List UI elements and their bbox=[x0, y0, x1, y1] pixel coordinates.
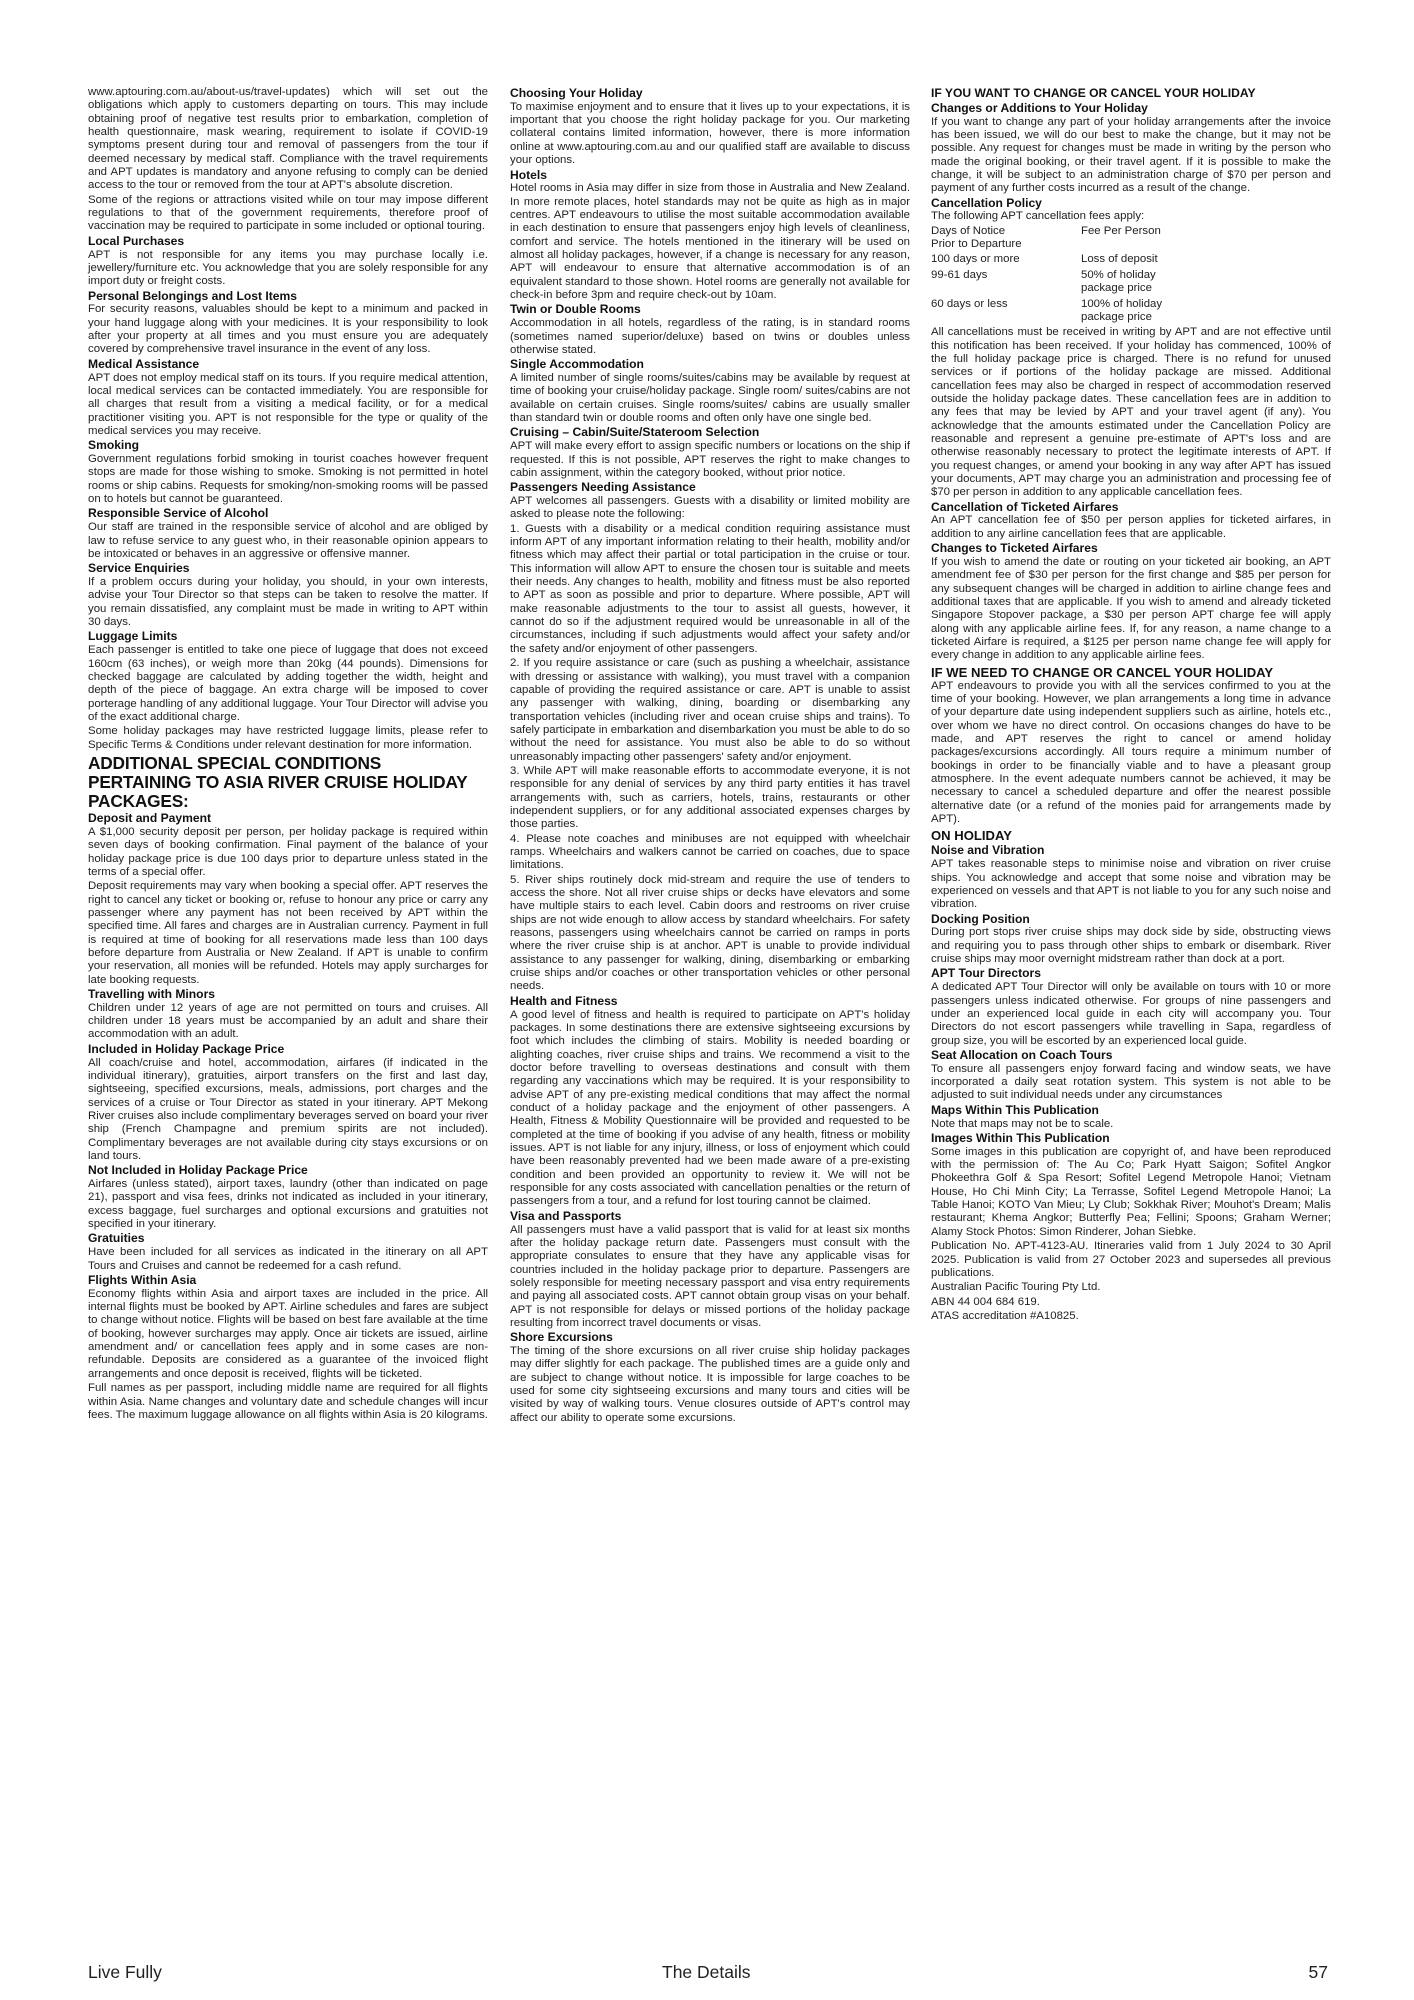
text-column-1 bbox=[88, 86, 488, 1423]
fee-table-row bbox=[931, 253, 1331, 266]
heading-flights-within-asia: Flights Within Asia bbox=[88, 1272, 197, 1287]
heading-docking-position: Docking Position bbox=[931, 911, 1030, 926]
heading-visa-and-passports: Visa and Passports bbox=[510, 1208, 622, 1223]
heading-luggage-limits: Luggage Limits bbox=[88, 629, 178, 644]
body-paragraph: 1. Guests with a disability or a medical condition requiring assistance must inform APT of any important information relating to their health, mobility and/or fitness which may affect their partial or total participation in the cruise or tour. This information will allow APT to ensure the chosen tour is suitable and meets their needs. Any changes to health, mobility and fitness must be also reported to APT as soon as possible and prior to departure. Where possible, APT will make reasonable adjustments to the tour to assist all guests, however, it cannot do so if the adjustment required would be unreasonable in all of the circumstances, including if such adjustments would affect your safety and/or the safety and/or enjoyment of other passengers. bbox=[510, 522, 910, 655]
body-paragraph: During port stops river cruise ships may dock side by side, obstructing views and requiring you to pass through other ships to embark or disembark. River cruise ships may moor overnight midstream rather than dock at a port. bbox=[931, 926, 1331, 966]
body-paragraph: Deposit requirements may vary when booking a special offer. APT reserves the right to cancel any ticket or booking or, refuse to honour any price or carry any passenger where any payment has not been received by APT within the specified time. All fares and charges are in Australian currency. Payment in full is required at time of booking for all reservations made less than 100 days before departure from Australia or New Zealand. If APT is unable to confirm your reservation, all monies will be refunded. Hotels may apply surcharges for late booking requests. bbox=[88, 880, 488, 986]
heading-deposit-and-payment: Deposit and Payment bbox=[88, 811, 211, 826]
body-paragraph: All cancellations must be received in writing by APT and are not effective until this notification has been received. If your holiday has commenced, 100% of the full holiday package price is charged. There is no refund for unused services or if portions of the holiday package are missed. Additional cancellation fees may also be charged in respect of accommodation reserved outside the holiday package dates. These cancellation fees are in addition to any fees that may be levied by APT and your travel agent (if any). You acknowledge that the amounts estimated under the Cancellation Policy are reasonable and represent a genuine pre-estimate of APT's loss and are otherwise reasonably necessary to protect the legitimate interests of APT. If you request changes, or amend your booking in any way after APT has issued your documents, APT may charge you an administration and processing fee of $70 per person in addition to any applicable cancellation fees. bbox=[931, 326, 1331, 499]
fee-table-row bbox=[931, 298, 1331, 325]
page-number: 57 bbox=[1308, 1962, 1328, 1982]
body-paragraph: APT endeavours to provide you with all the services confirmed to you at the time of your booking. However, we plan arrangements a long time in advance of your departure date using independent suppliers such as airline, hotels etc., over whom we have no direct control. On occasions changes do have to be made, and APT reserves the right to cancel or amend holiday packages/excursions accordingly. All tours require a minimum number of bookings in order to be financially viable and to have a pleasant group atmosphere. In the event adequate numbers cannot be achieved, it may be necessary to cancel a scheduled departure and offer the nearest possible alternative date (or a refund of the monies paid for arrangements made by APT). bbox=[931, 679, 1331, 826]
heading-cruising-cabin-suite-stateroom-selection: Cruising – Cabin/Suite/Stateroom Selection bbox=[510, 425, 760, 440]
body-paragraph: www.aptouring.com.au/about-us/travel-updates) which will set out the obligations which apply to customers departing on tours. This may include obtaining proof of negative test results prior to embarkation, completion of health questionnaire, mask wearing, requirement to isolate if COVID-19 symptoms present during tour and removal of passengers from the tour if deemed necessary by medical staff. Compliance with the travel requirements and APT updates is mandatory and anyone refusing to comply can be denied access to the tour or removed from the tour at APT's absolute discretion. bbox=[88, 86, 488, 192]
heading-travelling-with-minors: Travelling with Minors bbox=[88, 986, 216, 1001]
body-paragraph: Economy flights within Asia and airport taxes are included in the price. All internal flights must be booked by APT. Airline schedules and fares are subject to change without notice. Flights will be based on best fare available at the time of booking, however surcharges may apply. Once air tickets are issued, airline amendment and/ or cancellation fees apply and in some cases are non-refundable. Deposits are considered as a guarantee of the invoiced flight arrangements and once deposit is received, flights will be ticketed. bbox=[88, 1287, 488, 1380]
body-paragraph: A dedicated APT Tour Director will only be available on tours with 10 or more passengers unless indicated otherwise. For groups of nine passengers and under an experienced local guide in each city will accompany you. Tour Directors do not escort passengers while travelling in Sapa, regardless of group size, you will be escorted by an experienced local guide. bbox=[931, 981, 1331, 1047]
cancellation-fee-table bbox=[931, 225, 1331, 324]
heading-smoking: Smoking bbox=[88, 438, 140, 453]
body-paragraph: Government regulations forbid smoking in tourist coaches however frequent stops are made for those wishing to smoke. Smoking is not permitted in hotel rooms or ship cabins. Requests for smoking/non-smoking rooms will be passed on to hotels but cannot be guaranteed. bbox=[88, 453, 488, 506]
heading-medical-assistance: Medical Assistance bbox=[88, 356, 200, 371]
heading-service-enquiries: Service Enquiries bbox=[88, 561, 190, 576]
body-paragraph: Have been included for all services as indicated in the itinerary on all APT Tours and Cruises and cannot be redeemed for a cash refund. bbox=[88, 1246, 488, 1272]
body-paragraph: APT does not employ medical staff on its tours. If you require medical attention, local medical services can be contacted immediately. You are responsible for all charges that result from a visiting a medical facility, or for a medical practitioner visiting you. APT is not responsible for the type or quality of the medical services you may receive. bbox=[88, 371, 488, 437]
body-paragraph: Some holiday packages may have restricted luggage limits, please refer to Specific Terms & Conditions under relevant destination for more information. bbox=[88, 725, 488, 751]
heading-seat-allocation-on-coach-tours: Seat Allocation on Coach Tours bbox=[931, 1048, 1113, 1062]
body-paragraph: APT takes reasonable steps to minimise noise and vibration on river cruise ships. You acknowledge and accept that some noise and vibration may be experienced on vessels and that APT is not liable to you for any such noise and vibration. bbox=[931, 858, 1331, 911]
fee-table-header-cell: Fee Per Person bbox=[1081, 224, 1161, 237]
body-paragraph: Accommodation in all hotels, regardless of the rating, is in standard rooms (sometimes named superior/deluxe) based on twins or doubles unless otherwise stated. bbox=[510, 317, 910, 356]
fee-amount: 100% of holiday package price bbox=[1081, 297, 1163, 323]
body-paragraph: If a problem occurs during your holiday, you should, in your own interests, advise your Tour Director so that steps can be taken to resolve the matter. If you remain dissatisfied, any complaint must be made in writing to APT within 30 days. bbox=[88, 576, 488, 629]
body-paragraph: All passengers must have a valid passport that is valid for at least six months after the holiday package return date. Passengers must consult with the appropriate consulates to ensure that they have any applicable visas for countries included in the holiday package prior to departure. Passengers are solely responsible for meeting necessary passport and visa entry requirements and paying all associated costs. APT cannot obtain group visas on your behalf. APT is not responsible for delays or missed portions of the holiday package resulting from incorrect travel documents or visas. bbox=[510, 1223, 910, 1329]
fee-notice-period: 60 days or less bbox=[931, 297, 1008, 310]
body-paragraph: The timing of the shore excursions on all river cruise ship holiday packages may differ slightly for each package. The published times are a guide only and are subject to change without notice. It is impossible for large coaches to be used for some city sightseeing excursions and many tours and cities will be visited by way of walking tours. Venue closures outside of APT's control may affect our ability to operate some excursions. bbox=[510, 1345, 910, 1424]
body-paragraph: An APT cancellation fee of $50 per person applies for ticketed airfares, in addition to any airline cancellation fees that are applicable. bbox=[931, 514, 1331, 540]
body-paragraph: The following APT cancellation fees apply: bbox=[931, 210, 1145, 223]
heading-not-included-in-holiday-package-price: Not Included in Holiday Package Price bbox=[88, 1163, 308, 1178]
body-paragraph: A good level of fitness and health is required to participate on APT's holiday packages. In some destinations there are extensive sightseeing excursions by foot which includes the climbing of stairs. Mobility is needed boarding or alighting coaches, river cruise ships and trains. We recommend a visit to the doctor before travelling to overseas destinations and consult with them regarding any vaccinations which may be required. It is your responsibility to advise APT of any pre-existing medical conditions that may affect the normal conduct of a holiday package and the enjoyment of other passengers. A Health, Fitness & Mobility Questionnaire will be provided and requested to be completed at the time of booking if you advise of any health, fitness or mobility issues. APT is not liable for any injury, illness, or loss of enjoyment which could have been reasonably prevented had we been made aware of a pre-existing condition and been provided an opportunity to review it. We will not be responsible for any costs associated with cancellation penalties or the return of passengers from a tour, and a refund for lost touring cannot be claimed. bbox=[510, 1008, 910, 1208]
heading-responsible-service-of-alcohol: Responsible Service of Alcohol bbox=[88, 506, 269, 521]
body-paragraph: 2. If you require assistance or care (such as pushing a wheelchair, assistance with dressing or assistance with walking), you must travel with a companion capable of providing the required assistance or care. APT is unable to assist any passenger with walking, dining, boarding or disembarking any transportation vehicles (including river and ocean cruise ships and trains). To safely participate in embarkation and disembarkation you must be able to do so without the need for assistance. You must also be able to do so without unreasonably impacting other passengers' safety and/or enjoyment. bbox=[510, 657, 910, 763]
heading-cancellation-policy: Cancellation Policy bbox=[931, 195, 1042, 210]
footer-tagline: Live Fully bbox=[88, 1962, 162, 1982]
body-paragraph: To maximise enjoyment and to ensure that it lives up to your expectations, it is important that you choose the right holiday package for you. Our marketing collateral contains limited information, however, there is more information online at www.aptouring.com.au and our qualified staff are available to discuss your options. bbox=[510, 100, 910, 167]
body-paragraph: APT welcomes all passengers. Guests with a disability or limited mobility are asked to please note the following: bbox=[510, 495, 910, 521]
heading-included-in-holiday-package-price: Included in Holiday Package Price bbox=[88, 1041, 285, 1056]
body-paragraph: ABN 44 004 684 619. bbox=[931, 1295, 1040, 1308]
heading-additional-special-conditions-pertaining: ADDITIONAL SPECIAL CONDITIONS PERTAINING TO ASIA RIVER CRUISE HOLIDAY PACKAGES: bbox=[88, 753, 468, 812]
text-column-3 bbox=[931, 86, 1331, 1324]
heading-changes-to-ticketed-airfares: Changes to Ticketed Airfares bbox=[931, 541, 1098, 556]
heading-personal-belongings-and-lost-items: Personal Belongings and Lost Items bbox=[88, 288, 297, 303]
heading-maps-within-this-publication: Maps Within This Publication bbox=[931, 1102, 1099, 1117]
heading-noise-and-vibration: Noise and Vibration bbox=[931, 843, 1045, 858]
body-paragraph: Each passenger is entitled to take one piece of luggage that does not exceed 160cm (63 inches), or weigh more than 20kg (44 pounds). Dimensions for checked baggage are calculated by adding together the width, height and depth of the piece of baggage. An extra charge will be imposed to cover porterage handling of any additional luggage. Your Tour Director will advise you of the exact additional charge. bbox=[88, 644, 488, 723]
body-paragraph: Children under 12 years of age are not permitted on tours and cruises. All children under 18 years must be accompanied by an adult and share their accommodation with an adult. bbox=[88, 1001, 488, 1041]
heading-twin-or-double-rooms: Twin or Double Rooms bbox=[510, 302, 641, 317]
body-paragraph: Our staff are trained in the responsible service of alcohol and are obliged by law to refuse service to any guest who, in their reasonable opinion appears to be intoxicated or behaves in an aggressive or offensive manner. bbox=[88, 521, 488, 560]
body-paragraph: Some of the regions or attractions visited while on tour may impose different regulations to that of the government requirements, therefore proof of vaccination may be required to participate in some included or optional touring. bbox=[88, 193, 488, 233]
heading-gratuities: Gratuities bbox=[88, 1231, 145, 1246]
fee-amount: Loss of deposit bbox=[1081, 253, 1158, 266]
body-paragraph: Australian Pacific Touring Pty Ltd. bbox=[931, 1281, 1101, 1294]
body-paragraph: To ensure all passengers enjoy forward facing and window seats, we have incorporated a daily seat rotation system. This system is not able to be adjusted to suit individual needs under any circumstances bbox=[931, 1062, 1331, 1102]
body-paragraph: Some images in this publication are copyright of, and have been reproduced with the permission of: The Au Co; Park Hyatt Saigon; Sofitel Angkor Phokeethra Golf & Spa Resort; Sofitel Legend Metropole Hanoi; Vietnam House, Ho Chi Minh City; La Terrasse, Sofitel Legend Metropole Hanoi; La Table Hanoi; KOTO Van Mieu; Ly Club; Sokkhak River; Mouhot's Dream; Malis restaurant; Khema Angkor; Butterfly Pea; Fellini; Spoons; Graham Werner; Alamy Stock Photos: Simon Rinderer, Johan Siebke. bbox=[931, 1145, 1331, 1238]
heading-choosing-your-holiday: Choosing Your Holiday bbox=[510, 86, 643, 100]
heading-single-accommodation: Single Accommodation bbox=[510, 357, 644, 372]
heading-images-within-this-publication: Images Within This Publication bbox=[931, 1130, 1110, 1145]
heading-cancellation-of-ticketed-airfares: Cancellation of Ticketed Airfares bbox=[931, 499, 1119, 514]
fee-table-header-cell: Days of Notice Prior to Departure bbox=[931, 224, 1022, 251]
fee-table-header bbox=[931, 225, 1331, 252]
body-paragraph: For security reasons, valuables should be kept to a minimum and packed in your hand luggage along with your medicines. It is your responsibility to look after your property at all times and you must ensure you are adequately covered by comprehensive travel insurance in the event of any loss. bbox=[88, 303, 488, 356]
body-paragraph: Hotel rooms in Asia may differ in size from those in Australia and New Zealand. In more remote places, hotel standards may not be quite as high as in major centres. APT endeavours to utilise the most suitable accommodation available in each destination to ensure that passengers enjoy high levels of cleanliness, comfort and service. The hotels mentioned in the itinerary will be used on almost all holiday packages, however, if a change is necessary for any reason, APT will endeavour to ensure that alternative accommodation is of an equivalent standard to those shown. Hotel rooms are generally not available for check-in before 3pm and require check-out by 10am. bbox=[510, 182, 910, 302]
fee-amount: 50% of holiday package price bbox=[1081, 268, 1156, 295]
text-column-2 bbox=[510, 86, 910, 1426]
heading-on-holiday: ON HOLIDAY bbox=[931, 828, 1012, 844]
body-paragraph: APT is not responsible for any items you may purchase locally i.e. jewellery/furniture etc. You acknowledge that you are solely responsible for any import duty or freight costs. bbox=[88, 248, 488, 288]
heading-if-we-need-to-change-or-cancel-your-holi: IF WE NEED TO CHANGE OR CANCEL YOUR HOLIDAY bbox=[931, 664, 1274, 680]
body-paragraph: All coach/cruise and hotel, accommodation, airfares (if indicated in the individual itinerary), gratuities, airport transfers on the first and last day, sightseeing, specified excursions, meals, admissions, port charges and the services of a cruise or Tour Director as stated in your itinerary. APT Mekong River cruises also include complimentary beverages served on board your river ship (French Champagne and premium spirits are not included). Complimentary beverages are not available during city stays excursions or on land tours. bbox=[88, 1056, 488, 1162]
body-paragraph: If you wish to amend the date or routing on your ticketed air booking, an APT amendment fee of $30 per person for the first change and $85 per person for any subsequent changes will be charged in addition to airline change fees and additional taxes that are applicable. If you wish to amend and already ticketed Singapore Stopover package, a $30 per person APT charge fee will apply along with any applicable airline fees. If, for any reason, a name change to a ticketed Airfare is required, a $125 per person name change fee will apply for every change in addition to any applicable airline fees. bbox=[931, 555, 1331, 662]
body-paragraph: A $1,000 security deposit per person, per holiday package is required within seven days of booking confirmation. Final payment of the balance of your holiday package price is due 100 days prior to departure unless stated in the terms of a special offer. bbox=[88, 825, 488, 878]
body-paragraph: 3. While APT will make reasonable efforts to accommodate everyone, it is not responsible for any denial of services by any third party entities it has travel arrangements with, such as carriers, hotels, trains, restaurants or other independent suppliers, or for any additional associated expenses charges by those parties. bbox=[510, 764, 910, 831]
heading-apt-tour-directors: APT Tour Directors bbox=[931, 966, 1041, 981]
heading-shore-excursions: Shore Excursions bbox=[510, 1330, 613, 1345]
fee-table-row bbox=[931, 269, 1331, 296]
body-paragraph: A limited number of single rooms/suites/cabins may be available by request at time of booking your cruise/holiday package. Single room/ suites/cabins are not available on certain cruises. Single rooms/suites/ cabins are usually smaller than standard twin or double rooms and often only have one single bed. bbox=[510, 372, 910, 425]
body-paragraph: APT will make every effort to assign specific numbers or locations on the ship if requested. If this is not possible, APT reserves the right to make changes to cabin assignment, within the category booked, without prior notice. bbox=[510, 440, 910, 479]
fee-notice-period: 99-61 days bbox=[931, 268, 988, 281]
heading-changes-or-additions-to-your-holiday: Changes or Additions to Your Holiday bbox=[931, 100, 1148, 115]
body-paragraph: ATAS accreditation #A10825. bbox=[931, 1309, 1079, 1322]
body-paragraph: Airfares (unless stated), airport taxes, laundry (other than indicated on page 21), passport and visa fees, drinks not indicated as included in your itinerary, excess baggage, fuel surcharges and optional excursions and gratuities not specified in your itinerary. bbox=[88, 1178, 488, 1231]
heading-health-and-fitness: Health and Fitness bbox=[510, 993, 618, 1008]
body-paragraph: If you want to change any part of your holiday arrangements after the invoice has been issued, we will do our best to make the change, but it may not be possible. Any request for changes must be made in writing by the person who made the original booking, or their travel agent. If it is possible to make the change, it will be subject to an administration charge of $70 per person and payment of any further costs incurred as a result of the change. bbox=[931, 115, 1331, 195]
body-paragraph: 4. Please note coaches and minibuses are not equipped with wheelchair ramps. Wheelchairs and walkers cannot be carried on coaches, due to space limitations. bbox=[510, 832, 910, 872]
body-paragraph: Publication No. APT-4123-AU. Itineraries valid from 1 July 2024 to 30 April 2025. Publication is valid from 27 October 2023 and supersedes all previous publications. bbox=[931, 1240, 1331, 1279]
body-paragraph: Note that maps may not be to scale. bbox=[931, 1117, 1114, 1130]
body-paragraph: 5. River ships routinely dock mid-stream and require the use of tenders to access the shore. Not all river cruise ships or decks have elevators and some have multiple stairs to each level. Cabin doors and restrooms on river cruise ships are not wide enough to allow access by standard wheelchairs. For safety reasons, passengers using wheelchairs cannot be carried on ramps in ports where the river cruise ship is at anchor. APT is unable to provide individual assistance to any passenger for walking, dining, disembarking or embarking cruise ships and/or coaches or other transportation vehicles or other personal needs. bbox=[510, 873, 910, 993]
footer-section-title: The Details bbox=[662, 1962, 751, 1982]
heading-local-purchases: Local Purchases bbox=[88, 233, 185, 248]
heading-passengers-needing-assistance: Passengers Needing Assistance bbox=[510, 480, 696, 495]
heading-hotels: Hotels bbox=[510, 167, 547, 182]
heading-if-you-want-to-change-or-cancel-your-hol: IF YOU WANT TO CHANGE OR CANCEL YOUR HOLIDAY bbox=[931, 86, 1256, 100]
fee-notice-period: 100 days or more bbox=[931, 253, 1020, 266]
body-paragraph: Full names as per passport, including middle name are required for all flights within Asia. Name changes and voluntary date and schedule changes will incur fees. The maximum luggage allowance on all flights within Asia is 20 kilograms. bbox=[88, 1382, 488, 1421]
